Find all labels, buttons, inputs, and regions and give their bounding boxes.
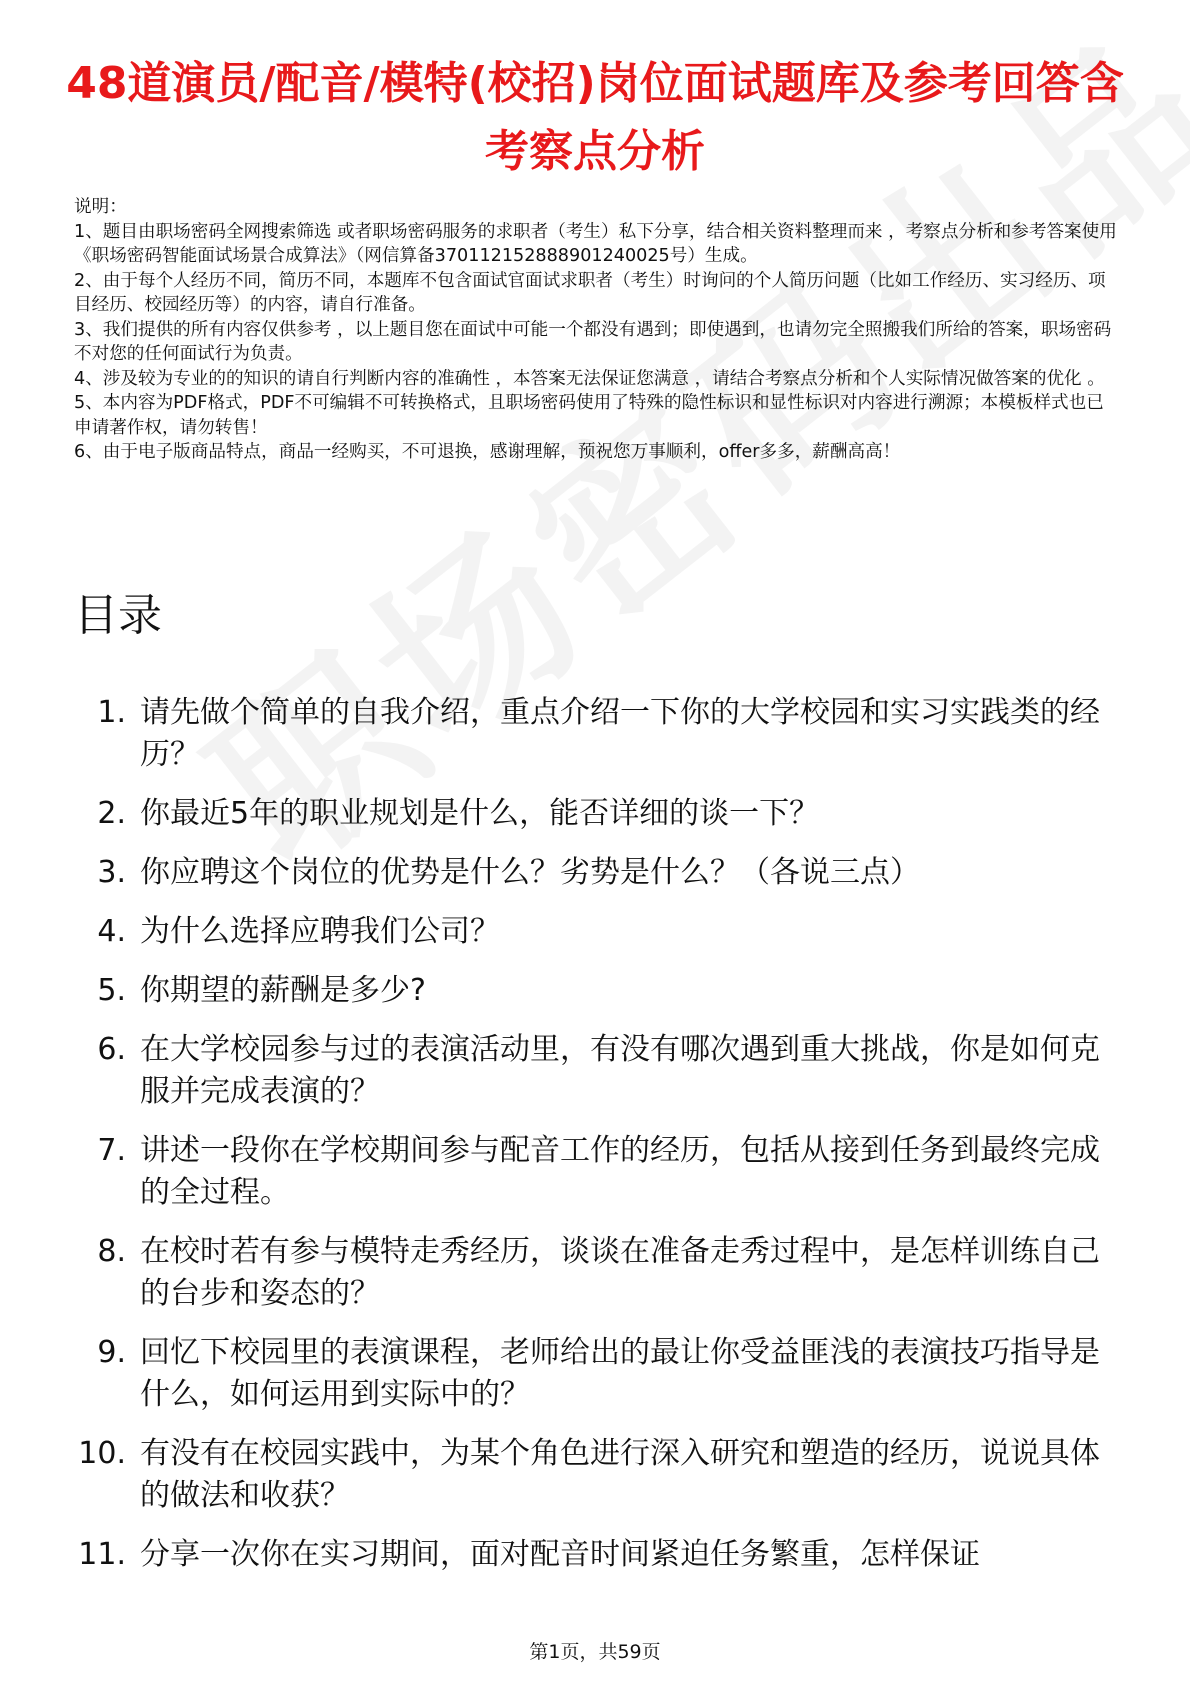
toc-item-text: 你最近5年的职业规划是什么，能否详细的谈一下？ — [140, 796, 820, 831]
toc-item-number: 9. — [97, 1335, 126, 1370]
toc-item[interactable] — [74, 1130, 1124, 1214]
toc-item-text: 在大学校园参与过的表演活动里，有没有哪次遇到重大挑战，你是如何克服并完成表演的？ — [140, 1032, 1100, 1109]
note-item: 2、由于每个人经历不同，简历不同，本题库不包含面试官面试求职者（考生）时询问的个人简历问题（比如工作经历、实习经历、项目经历、校园经历等）的内容，请自行准备。 — [74, 270, 1106, 315]
note-item: 4、涉及较为专业的的知识的请自行判断内容的准确性 ，本答案无法保证您满意 ，请结合考察点分析和个人实际情况做答案的优化 。 — [74, 368, 1105, 389]
toc-item[interactable] — [74, 1231, 1124, 1315]
note-item: 5、本内容为PDF格式，PDF不可编辑不可转换格式，且职场密码使用了特殊的隐性标识和显性标识对内容进行溯源；本模板样式也已申请著作权，请勿转售！ — [74, 393, 1104, 438]
toc-item-number: 3. — [97, 855, 126, 890]
toc-item-number: 4. — [97, 914, 126, 949]
toc-item-text: 讲述一段你在学校期间参与配音工作的经历，包括从接到任务到最终完成的全过程。 — [140, 1133, 1100, 1210]
toc-item-text: 你应聘这个岗位的优势是什么？劣势是什么？（各说三点） — [140, 855, 920, 890]
toc-item-number: 2. — [97, 796, 126, 831]
note-item: 6、由于电子版商品特点，商品一经购买，不可退换，感谢理解，预祝您万事顺利，offer多多，薪酬高高！ — [74, 442, 901, 462]
toc-item[interactable] — [74, 1029, 1124, 1113]
note-item: 1、题目由职场密码全网搜索筛选 或者职场密码服务的求职者（考生）私下分享，结合相关资料整理而来 ，考察点分析和参考答案使用《职场密码智能面试场景合成算法》（网信算备370112152888901240025号）生成。 — [74, 221, 1117, 266]
toc-item[interactable] — [74, 692, 1124, 776]
toc-item-number: 10. — [78, 1436, 126, 1471]
toc-item-number: 6. — [97, 1032, 126, 1067]
toc-item-text: 你期望的薪酬是多少? — [140, 973, 426, 1008]
toc-item[interactable] — [74, 1332, 1124, 1416]
toc-item[interactable] — [74, 1534, 1124, 1576]
toc-item-text: 在校时若有参与模特走秀经历，谈谈在准备走秀过程中，是怎样训练自己的台步和姿态的？ — [140, 1234, 1100, 1311]
toc-list — [74, 692, 1124, 1593]
toc-item[interactable] — [74, 793, 1124, 835]
notes-section — [74, 195, 1120, 465]
toc-item-number: 8. — [97, 1234, 126, 1269]
toc-item-number: 7. — [97, 1133, 126, 1168]
toc-heading: 目录 — [74, 590, 162, 641]
toc-item-text: 分享一次你在实习期间，面对配音时间紧迫任务繁重，怎样保证 — [140, 1537, 980, 1572]
notes-heading: 说明： — [74, 197, 127, 217]
toc-item-text: 有没有在校园实践中，为某个角色进行深入研究和塑造的经历，说说具体的做法和收获？ — [140, 1436, 1100, 1513]
note-item: 3、我们提供的所有内容仅供参考 ，以上题目您在面试中可能一个都没有遇到；即使遇到，也请勿完全照搬我们所给的答案，职场密码不对您的任何面试行为负责。 — [74, 319, 1112, 364]
page-footer: 第1页，共59页 — [529, 1641, 661, 1663]
document-title: 48道演员/配音/模特(校招)岗位面试题库及参考回答含考察点分析 — [66, 58, 1124, 177]
toc-item[interactable] — [74, 970, 1124, 1012]
toc-item-number: 1. — [97, 695, 126, 730]
toc-item-number: 5. — [97, 973, 126, 1008]
toc-item-text: 回忆下校园里的表演课程，老师给出的最让你受益匪浅的表演技巧指导是什么，如何运用到实际中的？ — [140, 1335, 1100, 1412]
toc-item[interactable] — [74, 911, 1124, 953]
toc-item-text: 请先做个简单的自我介绍，重点介绍一下你的大学校园和实习实践类的经历？ — [140, 695, 1100, 772]
toc-item[interactable] — [74, 1433, 1124, 1517]
toc-item[interactable] — [74, 852, 1124, 894]
toc-item-number: 11. — [78, 1537, 126, 1572]
toc-item-text: 为什么选择应聘我们公司？ — [140, 914, 500, 949]
